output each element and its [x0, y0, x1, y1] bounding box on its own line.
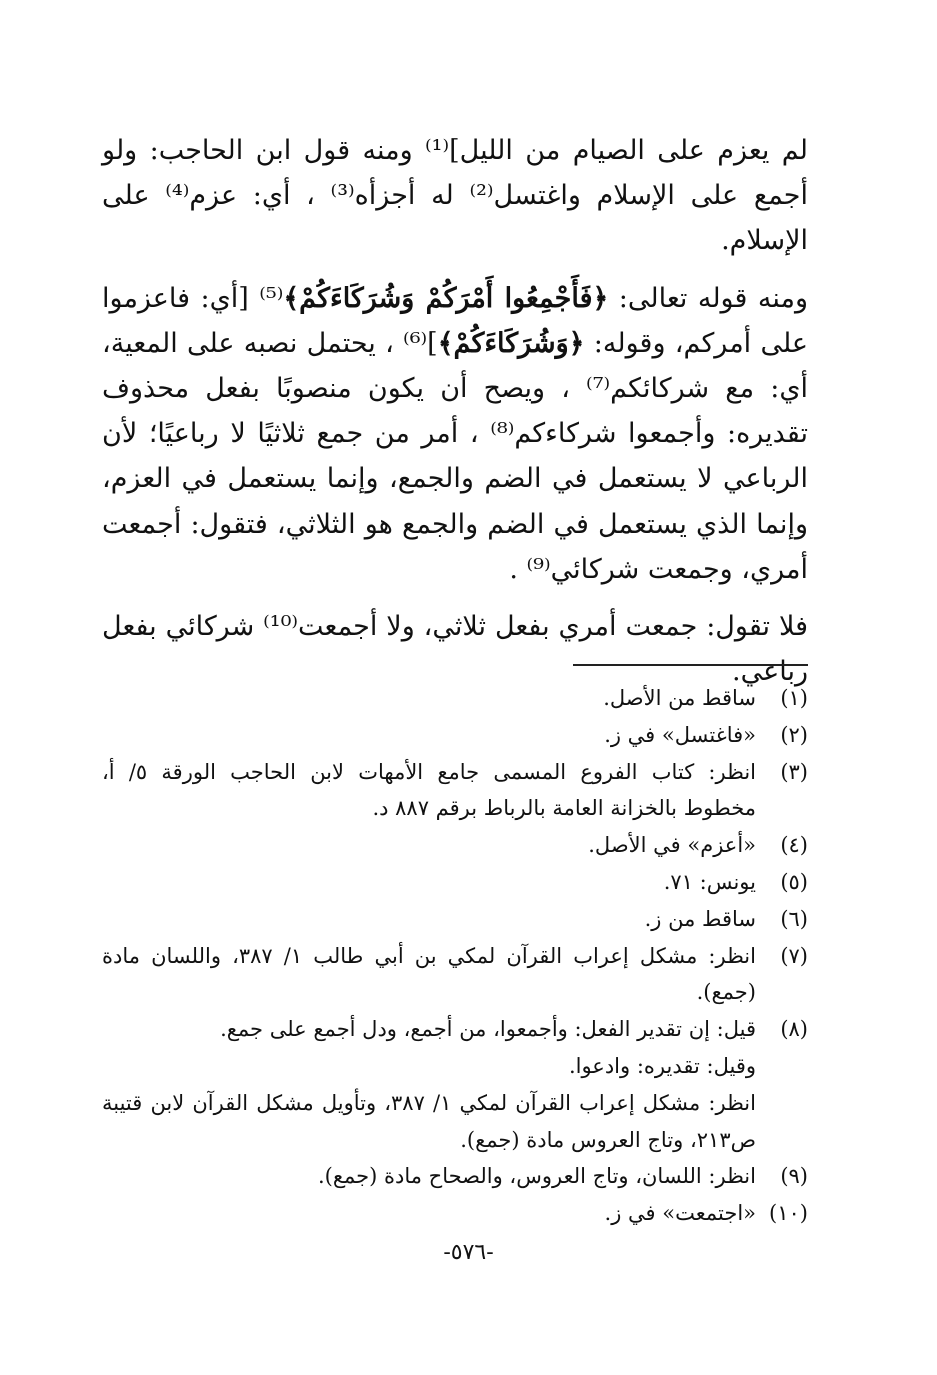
- paragraph-1: لم يعزم على الصيام من الليل]⁽¹⁾ ومنه قول ابن الحاجب: ولو أجمع على الإسلام واغتسل⁽²⁾ له أجزأه⁽³⁾ ، أي: عزم⁽⁴⁾ على الإسلام.: [102, 135, 808, 257]
- footnote-number: (٩): [780, 1164, 808, 1189]
- footnote-text: «فاغتسل» في ز.: [604, 722, 756, 747]
- footnote: [102, 1195, 808, 1232]
- paragraph-2-intro: ومنه قوله تعالى:: [608, 282, 808, 314]
- footnote-text: يونس: ٧١.: [663, 869, 756, 894]
- footnote-number: (٦): [780, 906, 808, 931]
- footnote-number: (١): [780, 686, 808, 710]
- footnote: [102, 938, 808, 1012]
- footnote-text: ساقط من الأصل.: [603, 686, 756, 710]
- footnote-number: (٨): [780, 1017, 808, 1042]
- footnote-number: (٥): [780, 869, 808, 894]
- footnote-number: [756, 1048, 808, 1085]
- footnote: [102, 754, 808, 828]
- paragraph-2: [102, 276, 808, 592]
- footnote-number: (٢): [780, 722, 808, 747]
- footnote-text: ساقط من ز.: [644, 906, 756, 931]
- footnote-text: انظر: مشكل إعراب القرآن لمكي بن أبي طالب ١/ ٣٨٧، واللسان مادة (جمع).: [102, 943, 756, 1005]
- footnotes: [102, 680, 808, 1232]
- footnote-text: انظر: اللسان، وتاج العروس، والصحاح مادة (جمع).: [317, 1164, 756, 1189]
- footnote-continuation: [102, 1048, 808, 1085]
- footnote: [102, 1158, 808, 1195]
- paragraph-3: فلا تقول: جمعت أمري بفعل ثلاثي، ولا أجمعت⁽¹⁰⁾ شركائي بفعل رباعي.: [102, 611, 808, 688]
- footnote-text: انظر: كتاب الفروع المسمى جامع الأمهات لابن الحاجب الورقة ٥/ أ، مخطوط بالخزانة العامة بالرباط برقم ٨٨٧ د.: [102, 759, 756, 821]
- footnote: [102, 1011, 808, 1048]
- footnote-text: «أعزم» في الأصل.: [588, 833, 756, 858]
- page-number: -٥٧٦-: [443, 1240, 494, 1265]
- footnote-number: [756, 1085, 808, 1159]
- footnote-text: وقيل: تقديره: وادعوا.: [568, 1053, 756, 1078]
- footnote: [102, 827, 808, 864]
- quran-verse-1: ﴿فَأَجْمِعُوا أَمْرَكُمْ وَشُرَكَاءَكُمْ﴾: [283, 282, 609, 314]
- quran-verse-2: ﴿وَشُرَكَاءَكُمْ﴾: [437, 327, 585, 359]
- footnote-continuation: [102, 1085, 808, 1159]
- page-content: [102, 128, 808, 1226]
- footnote-number: (٣): [780, 759, 808, 784]
- paragraph-2-middle: ⁽⁵⁾ [أي: فاعزموا على أمركم، وقوله:: [102, 282, 808, 359]
- footnote-number: (٤): [780, 833, 808, 858]
- footnote-number: (١٠): [769, 1201, 808, 1226]
- footnote-divider: [573, 664, 808, 666]
- footnote-text: انظر: مشكل إعراب القرآن لمكي ١/ ٣٨٧، وتأويل مشكل القرآن لابن قتيبة ص٢١٣، وتاج العروس مادة (جمع).: [102, 1090, 756, 1152]
- footnote: [102, 901, 808, 938]
- footnote: [102, 864, 808, 901]
- footnote: [102, 680, 808, 717]
- main-text: [102, 128, 808, 694]
- footnote: [102, 717, 808, 754]
- footnote-number: (٧): [780, 943, 808, 968]
- footnote-text: قيل: إن تقدير الفعل: وأجمعوا، من أجمع، ودل أجمع على جمع.: [220, 1017, 756, 1042]
- footnote-text: «اجتمعت» في ز.: [604, 1201, 756, 1226]
- paragraph-2-rest: ]⁽⁶⁾ ، يحتمل نصبه على المعية، أي: مع شركائكم⁽⁷⁾ ، ويصح أن يكون منصوبًا بفعل محذوف تقديره: وأجمعوا شركاءكم⁽⁸⁾ ، أمر من جمع ثلاثيًا لا رباعيًا؛ لأن الرباعي لا يستعمل في الضم والجمع، وإنما يستعمل في العزم، وإنما الذي يستعمل في الضم والجمع هو الثلاثي، فتقول: أجمعت أمري، وجمعت شركائي⁽⁹⁾ .: [102, 327, 808, 585]
